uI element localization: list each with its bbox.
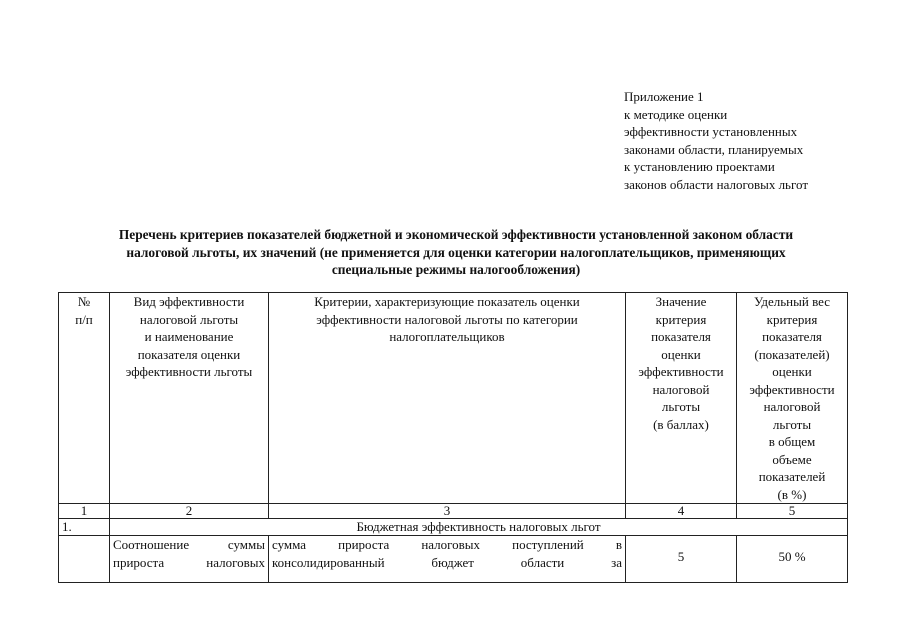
header-line: Значение (655, 294, 707, 309)
section-number: 1. (59, 519, 110, 536)
header-efficiency-type (110, 293, 269, 504)
table-header-row (59, 293, 848, 504)
header-line: эффективности (638, 364, 724, 379)
header-weight (737, 293, 848, 504)
row-indicator-cell (110, 536, 269, 583)
table-row (59, 536, 848, 583)
header-line: эффективности льготы (125, 364, 253, 379)
header-line: Удельный вес (753, 294, 830, 309)
column-number: 3 (269, 504, 626, 519)
criteria-table (58, 292, 848, 583)
appendix-line: законами области, планируемых (624, 141, 804, 157)
header-criteria (269, 293, 626, 504)
document-title (60, 226, 852, 279)
header-line: Критерии, характеризующие показатель оценки (314, 294, 580, 309)
appendix-line: эффективности установленных (624, 124, 798, 139)
header-line: налоговой (763, 399, 821, 414)
header-line: показателя оценки (137, 346, 241, 362)
header-line: объеме (772, 451, 812, 467)
column-numbers-row (59, 504, 848, 519)
appendix-line: к установлению проектами (624, 159, 775, 174)
column-number: 5 (737, 504, 848, 519)
header-line: (в %) (777, 486, 807, 502)
header-line: эффективности налоговой льготы по категории (316, 311, 578, 327)
header-line: налоговой (652, 381, 710, 397)
cell-line: сумма прироста налоговых поступлений в (272, 537, 622, 552)
header-line: п/п (75, 311, 93, 327)
row-criteria-cell (269, 536, 626, 583)
header-line: показателей (758, 469, 826, 484)
header-line: оценки (661, 346, 701, 362)
appendix-line: к методике оценки (624, 106, 728, 122)
row-score-cell: 5 (626, 536, 737, 583)
header-line: показателя (762, 329, 822, 344)
row-number-cell (59, 536, 110, 583)
row-weight-cell: 50 % (737, 536, 848, 583)
header-line: эффективности (749, 381, 835, 397)
title-line: специальные режимы налогообложения) (331, 262, 581, 277)
header-line: № (77, 294, 91, 309)
column-number: 4 (626, 504, 737, 519)
header-line: льготы (661, 399, 701, 414)
title-line: налоговой льготы, их значений (не применяется для оценки категории налогоплательщиков, применяющих (126, 244, 786, 260)
section-title: Бюджетная эффективность налоговых льгот (110, 519, 848, 536)
header-line: Вид эффективности (133, 294, 245, 309)
appendix-note (624, 88, 864, 193)
header-line: и наименование (144, 329, 234, 344)
header-line: (в баллах) (653, 416, 709, 432)
header-line: льготы (772, 416, 812, 432)
cell-line: консолидированный бюджет области за (272, 554, 622, 570)
header-line: критерия (766, 311, 818, 327)
header-number (59, 293, 110, 504)
header-line: налогоплательщиков (389, 329, 505, 344)
header-line: оценки (772, 364, 812, 379)
appendix-line: законов области налоговых льгот (624, 176, 809, 192)
header-line: налоговой льготы (139, 311, 239, 327)
column-number: 1 (59, 504, 110, 519)
header-score (626, 293, 737, 504)
header-line: в общем (768, 434, 816, 449)
cell-line: Соотношение суммы (113, 537, 265, 552)
column-number: 2 (110, 504, 269, 519)
appendix-line: Приложение 1 (624, 89, 704, 104)
cell-line: прироста налоговых (113, 554, 265, 570)
header-line: показателя (651, 329, 711, 344)
header-line: критерия (655, 311, 707, 327)
section-row (59, 519, 848, 536)
title-line: Перечень критериев показателей бюджетной и экономической эффективности установленной законом области (118, 227, 794, 242)
header-line: (показателей) (754, 346, 830, 362)
